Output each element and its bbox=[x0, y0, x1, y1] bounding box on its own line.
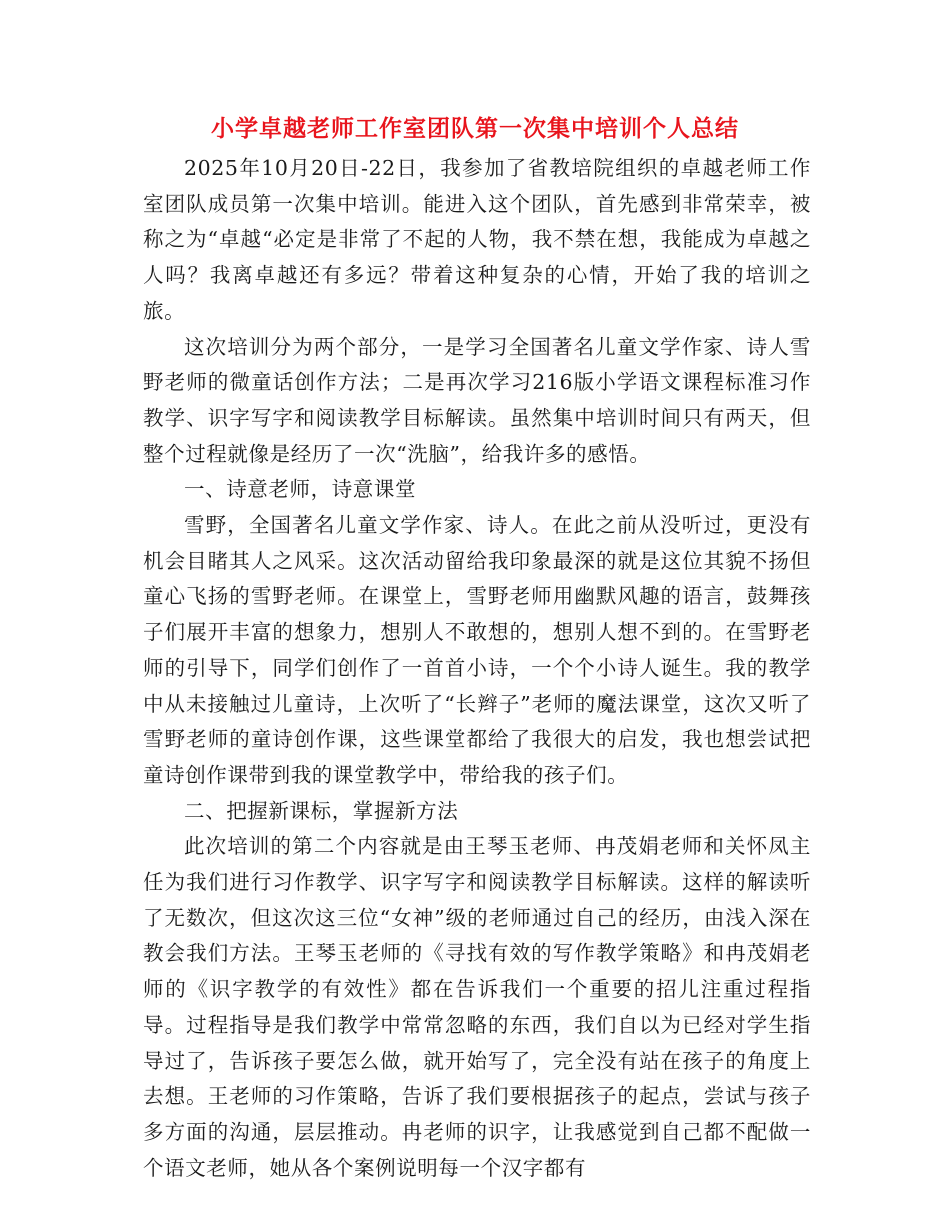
document-body bbox=[143, 151, 811, 1186]
section-heading-new-standards: 二、把握新课标，掌握新方法 bbox=[184, 798, 459, 823]
paragraph-training-parts: 这次培训分为两个部分，一是学习全国著名儿童文学作家、诗人雪野老师的微童话创作方法；二是再次学习216版小学语文课程标准习作教学、识字写字和阅读教学目标解读。虽然集中培训时间只有两天，但整个过程就像是经历了一次“洗脑”，给我许多的感悟。 bbox=[143, 334, 811, 466]
document-title: 小学卓越老师工作室团队第一次集中培训个人总结 bbox=[211, 115, 739, 142]
paragraph-new-methods: 此次培训的第二个内容就是由王琴玉老师、冉茂娟老师和关怀凤主任为我们进行习作教学、识字写字和阅读教学目标解读。这样的解读听了无数次，但这次这三位“女神”级的老师通过自己的经历，由浅入深在教会我们方法。王琴玉老师的《寻找有效的写作教学策略》和冉茂娟老师的《识字教学的有效性》都在告诉我们一个重要的招儿注重过程指导。过程指导是我们教学中常常忽略的东西，我们自以为已经对学生指导过了，告诉孩子要怎么做，就开始写了，完全没有站在孩子的角度上去想。王老师的习作策略，告诉了我们要根据孩子的起点，尝试与孩子多方面的沟通，层层推动。冉老师的识字，让我感觉到自己都不配做一个语文老师，她从各个案例说明每一个汉字都有 bbox=[143, 834, 811, 1180]
section-heading-poetic-teacher: 一、诗意老师，诗意课堂 bbox=[184, 477, 417, 502]
paragraph-xueye: 雪野，全国著名儿童文学作家、诗人。在此之前从没听过，更没有机会目睹其人之风采。这次活动留给我印象最深的就是这位其貌不扬但童心飞扬的雪野老师。在课堂上，雪野老师用幽默风趣的语言，鼓舞孩子们展开丰富的想象力，想别人不敢想的，想别人想不到的。在雪野老师的引导下，同学们创作了一首首小诗，一个个小诗人诞生。我的教学中从未接触过儿童诗，上次听了“长辫子”老师的魔法课堂，这次又听了雪野老师的童诗创作课，这些课堂都给了我很大的启发，我也想尝试把童诗创作课带到我的课堂教学中，带给我的孩子们。 bbox=[143, 513, 811, 787]
paragraph-intro: 2025年10月20日-22日，我参加了省教培院组织的卓越老师工作室团队成员第一次集中培训。能进入这个团队，首先感到非常荣幸，被称之为“卓越“必定是非常了不起的人物，我不禁在想，我能成为卓越之人吗？我离卓越还有多远？带着这种复杂的心情，开始了我的培训之旅。 bbox=[143, 156, 811, 323]
